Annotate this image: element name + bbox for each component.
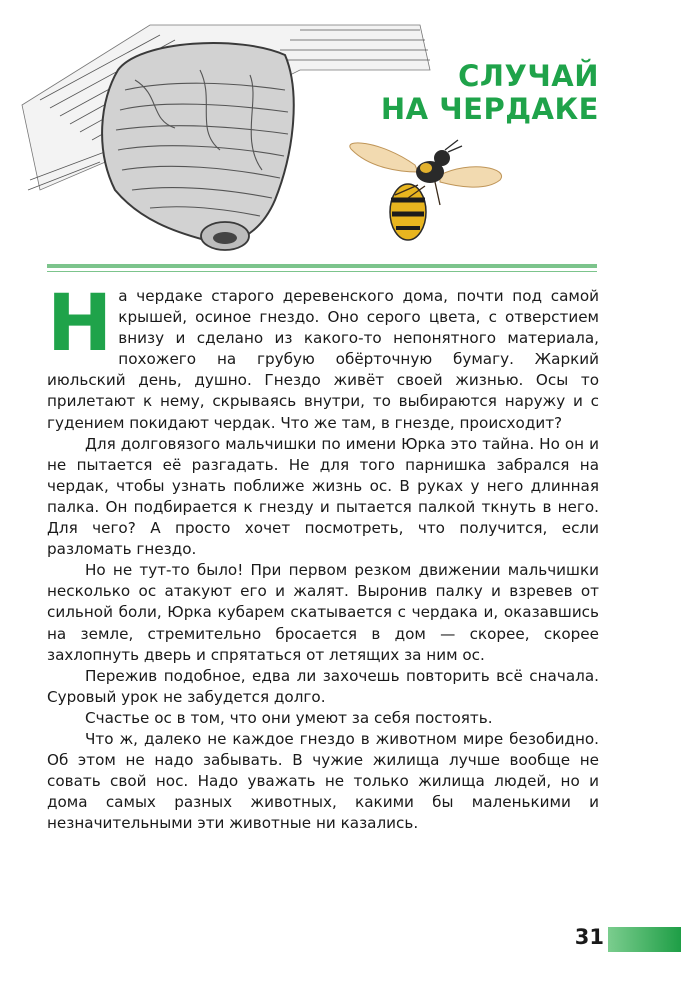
title-line-1: СЛУЧАЙ xyxy=(458,59,599,93)
paragraph-6: Что ж, далеко не каждое гнездо в животном мире безобидно. Об этом не надо забывать. В чужие жилища лучше вообще не совать свой нос. Надо уважать не только жилища людей, но и дома самых разных животных, какими бы маленькими и незначительными эти животные ни казались. xyxy=(47,729,599,833)
page-number: 31 xyxy=(574,925,604,949)
paragraph-2: Для долговязого мальчишки по имени Юрка это тайна. Но он и не пытается её разгадать. Не для того парнишка забрался на чердак, чтобы узнать поближе жизнь ос. В руках у него длинная палка. Он подбирается к гнезду и пытается палкой ткнуть в него. Для чего? А просто хочет посмотреть, что получится, если разломать гнездо. xyxy=(47,434,599,559)
title-line-2: НА ЧЕРДАКЕ xyxy=(380,92,599,126)
paragraph-1-text: а чердаке старого деревенского дома, почти под самой крышей, осиное гнездо. Оно серого цвета, с отверстием внизу и сделано из какого-то непонятного материала, похожего на грубую обёрточную бумагу. Жаркий июльский день, душно. Гнездо живёт своей жизнью. Осы то прилетают к нему, скрываясь внутри, то выбираются наружу и с гудением покидают чердак. Что же там, в гнезде, происходит? xyxy=(47,287,599,432)
paragraph-1 xyxy=(47,279,599,434)
paragraph-5: Счастье ос в том, что они умеют за себя постоять. xyxy=(85,708,493,727)
drop-cap: Н xyxy=(47,279,113,369)
wasp-nest-illustration xyxy=(0,0,681,265)
page-number-bar xyxy=(608,927,681,952)
paragraph-3: Но не тут-то было! При первом резком движении мальчишки несколько ос атакуют его и жалят. Выронив палку и взревев от сильной боли, Юрка кубарем скатывается с чердака и, оказавшись на земле, стремительно бросается в дом — скорее, скорее захлопнуть дверь и спрятаться от летящих за ним ос. xyxy=(47,561,599,664)
paragraph-4: Пережив подобное, едва ли захочешь повторить всё сначала. Суровый урок не забудется долго. xyxy=(47,666,599,706)
title-divider-thin xyxy=(47,271,597,272)
story-text xyxy=(47,279,599,834)
wasp-drawing xyxy=(350,140,502,240)
page-title xyxy=(381,60,599,126)
nest-shape xyxy=(102,43,294,250)
title-divider xyxy=(47,264,597,268)
